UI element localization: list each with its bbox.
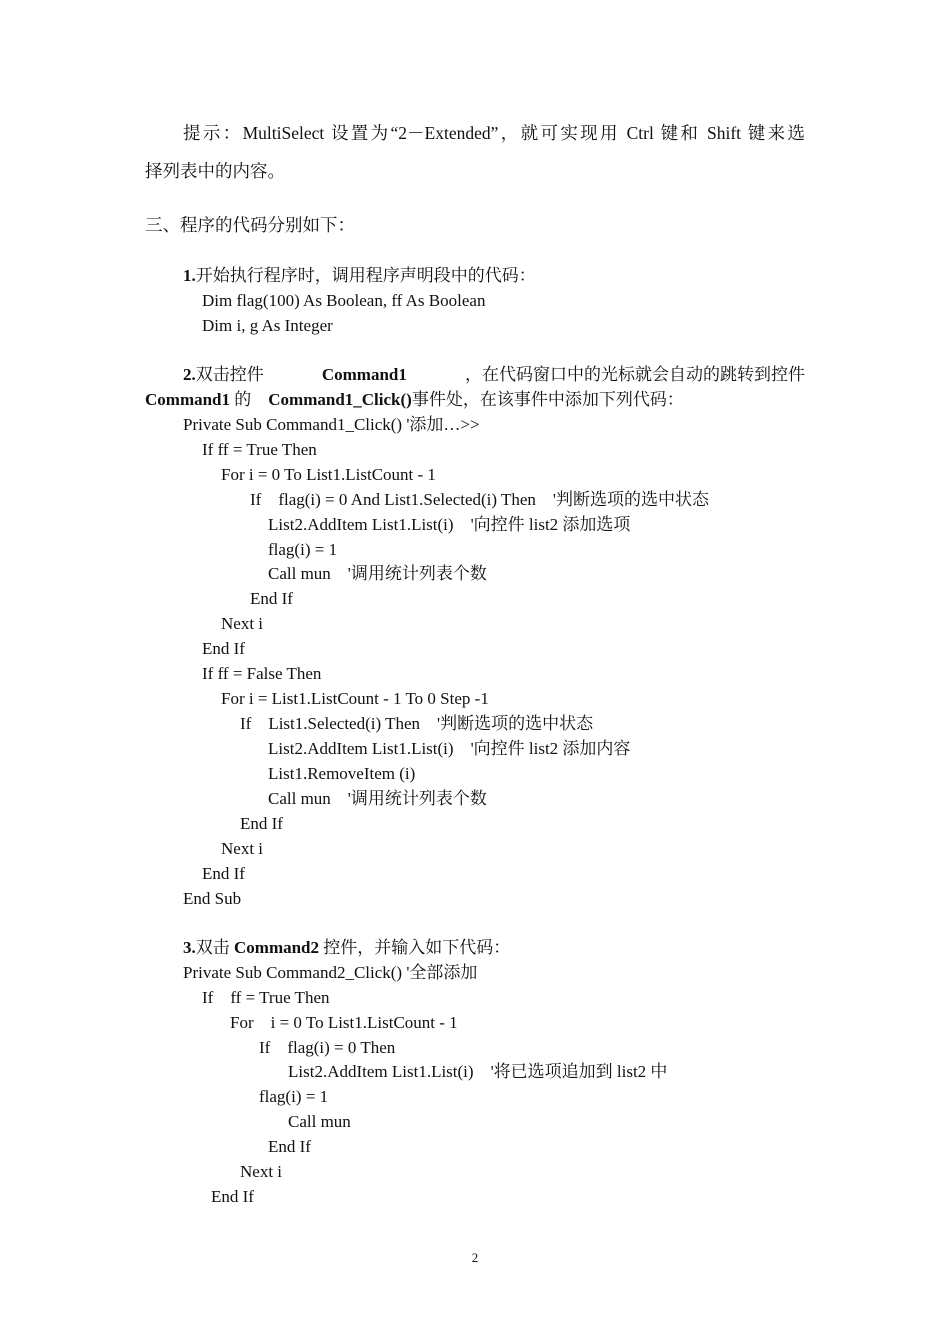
code-line: List2.AddItem List1.List(i) '向控件 list2 添加选项 bbox=[268, 515, 631, 534]
code-line: Call mun '调用统计列表个数 bbox=[268, 564, 487, 583]
step2-number: 2. bbox=[183, 365, 196, 384]
code-line: flag(i) = 1 bbox=[259, 1087, 329, 1106]
step2-heading-line-1 bbox=[183, 364, 805, 386]
section-heading: 三、程序的代码分别如下： bbox=[145, 215, 355, 235]
code-line: End If bbox=[250, 589, 293, 608]
step2-command1-b: Command1 bbox=[145, 390, 231, 409]
code-line: Dim i, g As Integer bbox=[202, 316, 333, 335]
step2-text-d: 事件处，在该事件中添加下列代码： bbox=[411, 390, 684, 409]
code-line: End If bbox=[240, 814, 283, 833]
hint-line-2: 择列表中的内容。 bbox=[145, 161, 285, 181]
code-line: Private Sub Command2_Click() '全部添加 bbox=[183, 963, 478, 982]
step2-text-c: 的 bbox=[234, 390, 252, 409]
step3-text-b: 控件，并输入如下代码： bbox=[323, 938, 511, 957]
code-line: Call mun '调用统计列表个数 bbox=[268, 789, 487, 808]
code-line: List2.AddItem List1.List(i) '将已选项追加到 list2 中 bbox=[288, 1062, 668, 1081]
step1-number: 1. bbox=[183, 266, 196, 285]
code-line: flag(i) = 1 bbox=[268, 540, 338, 559]
code-line: Next i bbox=[240, 1162, 283, 1181]
step2-command1: Command1 bbox=[321, 365, 407, 384]
code-line: For i = 0 To List1.ListCount - 1 bbox=[221, 465, 436, 484]
code-line: Dim flag(100) As Boolean, ff As Boolean bbox=[202, 291, 486, 310]
code-line: For i = List1.ListCount - 1 To 0 Step -1 bbox=[221, 689, 489, 708]
code-line: For i = 0 To List1.ListCount - 1 bbox=[230, 1013, 458, 1032]
step1-heading bbox=[183, 265, 536, 287]
code-line: If ff = True Then bbox=[202, 440, 317, 459]
code-line: List1.RemoveItem (i) bbox=[268, 764, 416, 783]
code-line: Private Sub Command1_Click() '添加…>> bbox=[183, 415, 480, 434]
code-line: If ff = False Then bbox=[202, 664, 322, 683]
code-line: List2.AddItem List1.List(i) '向控件 list2 添加内容 bbox=[268, 739, 631, 758]
code-line: Call mun bbox=[288, 1112, 351, 1131]
step2-text-a: 双击控件 bbox=[195, 365, 264, 384]
step3-heading bbox=[183, 937, 510, 959]
code-line: If ff = True Then bbox=[202, 988, 330, 1007]
code-line: End Sub bbox=[183, 889, 242, 908]
step2-text-b: ，在代码窗口中的光标就会自动的跳转到控件 bbox=[464, 365, 805, 384]
code-line: If List1.Selected(i) Then '判断选项的选中状态 bbox=[240, 714, 594, 733]
code-line: End If bbox=[211, 1187, 254, 1206]
code-line: Next i bbox=[221, 614, 264, 633]
code-line: If flag(i) = 0 Then bbox=[259, 1038, 396, 1057]
hint-line-1: 提示：MultiSelect 设置为“2－Extended”，就可实现用 Ctrl 键和 Shift 键来选 bbox=[183, 123, 805, 143]
step3-command2: Command2 bbox=[234, 938, 320, 957]
code-line: End If bbox=[202, 864, 245, 883]
code-line: Next i bbox=[221, 839, 264, 858]
step3-number: 3. bbox=[183, 938, 196, 957]
page-number: 2 bbox=[471, 1250, 479, 1265]
step2-command1-click: Command1_Click() bbox=[268, 390, 412, 409]
step1-text: 开始执行程序时，调用程序声明段中的代码： bbox=[195, 266, 536, 285]
step2-heading-line-2 bbox=[145, 389, 684, 411]
code-line: End If bbox=[268, 1137, 311, 1156]
code-line: If flag(i) = 0 And List1.Selected(i) Then '判断选项的选中状态 bbox=[250, 490, 709, 509]
code-line: End If bbox=[202, 639, 245, 658]
step3-text-a: 双击 bbox=[195, 938, 230, 957]
